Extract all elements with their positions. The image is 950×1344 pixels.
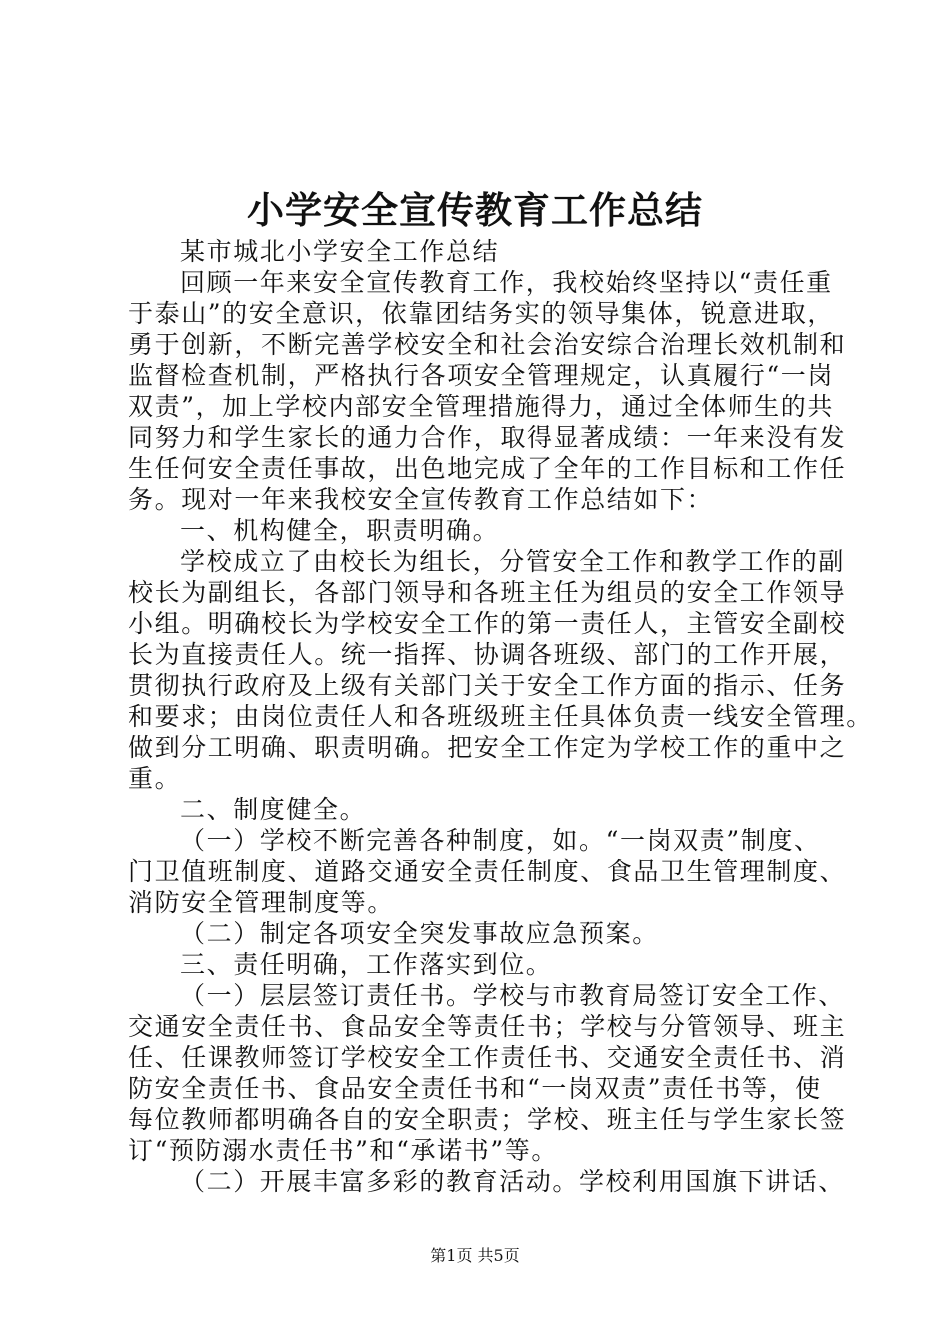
paragraph-line: 门卫值班制度、道路交通安全责任制度、食品卫生管理制度、 <box>128 857 847 886</box>
paragraph-line: 每位教师都明确各自的安全职责；学校、班主任与学生家长签 <box>128 1105 847 1134</box>
paragraph-line: 消防安全管理制度等。 <box>128 888 395 917</box>
paragraph-line: 监督检查机制，严格执行各项安全管理规定，认真履行“一岗 <box>128 361 834 390</box>
paragraph-line: 和要求；由岗位责任人和各班级班主任具体负责一线安全管理。 <box>128 702 873 731</box>
subtitle-line: 某市城北小学安全工作总结 <box>180 237 500 266</box>
paragraph-line: 长为直接责任人。统一指挥、协调各班级、部门的工作开展， <box>128 640 847 669</box>
paragraph-line: （二）开展丰富多彩的教育活动。学校利用国旗下讲话、 <box>180 1167 846 1196</box>
paragraph-line: 校长为副组长，各部门领导和各班主任为组员的安全工作领导 <box>128 578 847 607</box>
paragraph-line: 交通安全责任书、食品安全等责任书；学校与分管领导、班主 <box>128 1012 847 1041</box>
paragraph-line: 小组。明确校长为学校安全工作的第一责任人，主管安全副校 <box>128 609 847 638</box>
paragraph-line: 于泰山”的安全意识，依靠团结务实的领导集体，锐意进取， <box>128 299 834 328</box>
section-heading: 三、责任明确，工作落实到位。 <box>180 950 553 979</box>
paragraph-line: （二）制定各项安全突发事故应急预案。 <box>180 919 659 948</box>
document-body <box>128 236 873 1197</box>
paragraph-line: 任、任课教师签订学校安全工作责任书、交通安全责任书、消 <box>128 1043 847 1072</box>
paragraph-line: 做到分工明确、职责明确。把安全工作定为学校工作的重中之 <box>128 733 847 762</box>
paragraph-line: 订“预防溺水责任书”和“承诺书”等。 <box>128 1136 558 1165</box>
paragraph-line: （一）层层签订责任书。学校与市教育局签订安全工作、 <box>180 981 846 1010</box>
paragraph-line: 防安全责任书、食品安全责任书和“一岗双责”责任书等，使 <box>128 1074 822 1103</box>
paragraph-line: 贯彻执行政府及上级有关部门关于安全工作方面的指示、任务 <box>128 671 847 700</box>
paragraph-line: 回顾一年来安全宣传教育工作，我校始终坚持以“责任重 <box>180 268 833 297</box>
paragraph-line: 同努力和学生家长的通力合作，取得显著成绩：一年来没有发 <box>128 423 847 452</box>
paragraph-line: 生任何安全责任事故，出色地完成了全年的工作目标和工作任 <box>128 454 847 483</box>
page-number-footer: 第1页 共5页 <box>430 1246 520 1265</box>
paragraph-line: 务。现对一年来我校安全宣传教育工作总结如下： <box>128 485 714 514</box>
paragraph-line: 重。 <box>128 764 182 793</box>
section-heading: 一、机构健全，职责明确。 <box>180 516 500 545</box>
paragraph-line: （一）学校不断完善各种制度，如。“一岗双责”制度、 <box>180 826 821 855</box>
section-heading: 二、制度健全。 <box>180 795 367 824</box>
document-title: 小学安全宣传教育工作总结 <box>247 188 703 232</box>
paragraph-line: 学校成立了由校长为组长，分管安全工作和教学工作的副 <box>180 547 846 576</box>
paragraph-line: 双责”，加上学校内部安全管理措施得力，通过全体师生的共 <box>128 392 834 421</box>
paragraph-line: 勇于创新，不断完善学校安全和社会治安综合治理长效机制和 <box>128 330 847 359</box>
